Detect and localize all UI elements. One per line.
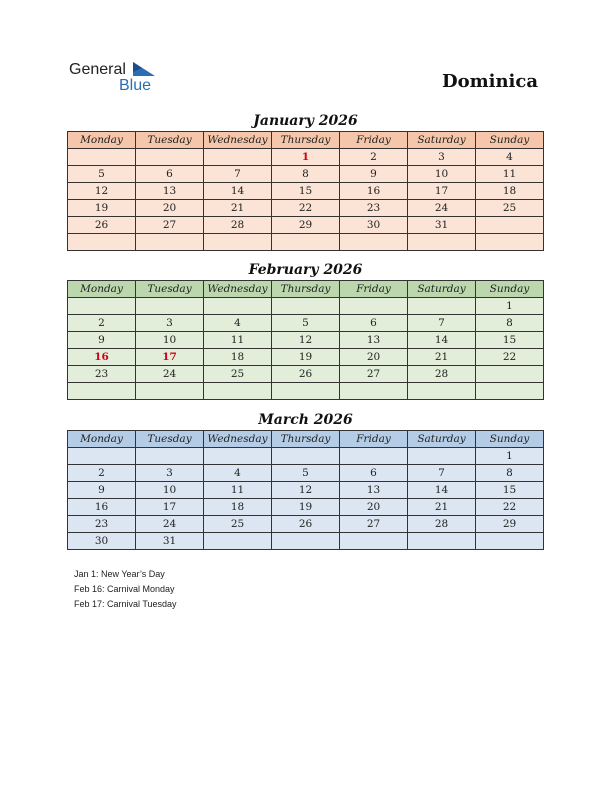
- day-cell: 28: [204, 217, 272, 234]
- day-cell: 14: [408, 482, 476, 499]
- day-cell: [340, 298, 408, 315]
- day-cell: 15: [476, 482, 544, 499]
- day-cell: 14: [204, 183, 272, 200]
- day-cell: [68, 234, 136, 251]
- day-cell: 19: [272, 349, 340, 366]
- week-row: [68, 482, 544, 499]
- day-cell: [408, 383, 476, 400]
- weekday-header: Tuesday: [136, 132, 204, 149]
- weekday-header: Saturday: [408, 132, 476, 149]
- day-cell: 6: [136, 166, 204, 183]
- day-cell: 2: [68, 315, 136, 332]
- day-cell: 3: [408, 149, 476, 166]
- week-row: [68, 533, 544, 550]
- weekday-header: Sunday: [476, 132, 544, 149]
- day-cell: 1: [272, 149, 340, 166]
- weekday-header: Monday: [68, 431, 136, 448]
- week-row: [68, 315, 544, 332]
- logo: [69, 60, 169, 96]
- calendar-grid: [67, 430, 544, 550]
- day-cell: 29: [476, 516, 544, 533]
- day-cell: [272, 298, 340, 315]
- day-cell: 13: [340, 482, 408, 499]
- day-cell: 20: [136, 200, 204, 217]
- weekday-header: Saturday: [408, 431, 476, 448]
- week-row: [68, 217, 544, 234]
- day-cell: 17: [136, 349, 204, 366]
- day-cell: 11: [204, 332, 272, 349]
- day-cell: 11: [476, 166, 544, 183]
- day-cell: 10: [136, 482, 204, 499]
- day-cell: 24: [408, 200, 476, 217]
- day-cell: 4: [204, 315, 272, 332]
- day-cell: 6: [340, 315, 408, 332]
- week-row: [68, 298, 544, 315]
- day-cell: 24: [136, 366, 204, 383]
- calendar-grid: [67, 280, 544, 400]
- day-cell: [204, 149, 272, 166]
- weekday-header: Monday: [68, 281, 136, 298]
- day-cell: [68, 298, 136, 315]
- day-cell: [476, 234, 544, 251]
- week-row: [68, 166, 544, 183]
- weekday-header: Wednesday: [204, 281, 272, 298]
- day-cell: 23: [68, 516, 136, 533]
- day-cell: 18: [204, 499, 272, 516]
- day-cell: [272, 533, 340, 550]
- day-cell: [340, 533, 408, 550]
- day-cell: 7: [408, 315, 476, 332]
- day-cell: 18: [476, 183, 544, 200]
- day-cell: 25: [204, 366, 272, 383]
- day-cell: 22: [476, 499, 544, 516]
- day-cell: 12: [68, 183, 136, 200]
- day-cell: 15: [272, 183, 340, 200]
- day-cell: 27: [340, 366, 408, 383]
- day-cell: 16: [340, 183, 408, 200]
- day-cell: 11: [204, 482, 272, 499]
- day-cell: 3: [136, 315, 204, 332]
- week-row: [68, 332, 544, 349]
- day-cell: [68, 149, 136, 166]
- day-cell: 7: [204, 166, 272, 183]
- day-cell: [136, 234, 204, 251]
- day-cell: 23: [68, 366, 136, 383]
- day-cell: 2: [68, 465, 136, 482]
- day-cell: [340, 234, 408, 251]
- week-row: [68, 499, 544, 516]
- day-cell: [272, 383, 340, 400]
- day-cell: 8: [476, 315, 544, 332]
- day-cell: 12: [272, 332, 340, 349]
- day-cell: [408, 298, 476, 315]
- weekday-header-row: [68, 431, 544, 448]
- logo-text-blue: Blue: [119, 77, 152, 94]
- day-cell: 28: [408, 366, 476, 383]
- weekday-header: Tuesday: [136, 281, 204, 298]
- month-title: February 2026: [248, 262, 363, 278]
- weekday-header: Friday: [340, 281, 408, 298]
- day-cell: [272, 234, 340, 251]
- calendar-grid: [67, 131, 544, 251]
- month-title: January 2026: [253, 113, 358, 129]
- day-cell: [204, 383, 272, 400]
- day-cell: [272, 448, 340, 465]
- day-cell: 10: [408, 166, 476, 183]
- day-cell: 2: [340, 149, 408, 166]
- day-cell: [204, 533, 272, 550]
- day-cell: 23: [340, 200, 408, 217]
- week-row: [68, 516, 544, 533]
- day-cell: [476, 366, 544, 383]
- day-cell: 30: [68, 533, 136, 550]
- weekday-header: Friday: [340, 132, 408, 149]
- holiday-note: Jan 1: New Year’s Day: [74, 569, 165, 579]
- day-cell: 30: [340, 217, 408, 234]
- country-title: Dominica: [441, 71, 538, 92]
- day-cell: 3: [136, 465, 204, 482]
- day-cell: 15: [476, 332, 544, 349]
- day-cell: 5: [68, 166, 136, 183]
- day-cell: 13: [340, 332, 408, 349]
- holiday-note: Feb 17: Carnival Tuesday: [74, 599, 177, 609]
- week-row: [68, 366, 544, 383]
- day-cell: 24: [136, 516, 204, 533]
- day-cell: 18: [204, 349, 272, 366]
- month-march: [67, 410, 544, 550]
- weekday-header: Friday: [340, 431, 408, 448]
- weekday-header: Monday: [68, 132, 136, 149]
- day-cell: [68, 448, 136, 465]
- weekday-header: Tuesday: [136, 431, 204, 448]
- weekday-header-row: [68, 132, 544, 149]
- week-row: [68, 349, 544, 366]
- day-cell: 9: [68, 482, 136, 499]
- day-cell: 20: [340, 499, 408, 516]
- day-cell: [408, 234, 476, 251]
- day-cell: 26: [272, 366, 340, 383]
- day-cell: [476, 533, 544, 550]
- logo-text-general: General: [69, 61, 126, 78]
- week-row: [68, 448, 544, 465]
- day-cell: 4: [204, 465, 272, 482]
- week-row: [68, 149, 544, 166]
- week-row: [68, 383, 544, 400]
- day-cell: [136, 298, 204, 315]
- day-cell: [476, 217, 544, 234]
- day-cell: [136, 448, 204, 465]
- weekday-header: Thursday: [272, 281, 340, 298]
- month-january: [67, 111, 544, 251]
- day-cell: 5: [272, 465, 340, 482]
- day-cell: 22: [476, 349, 544, 366]
- day-cell: 1: [476, 448, 544, 465]
- day-cell: 20: [340, 349, 408, 366]
- day-cell: 9: [340, 166, 408, 183]
- day-cell: 6: [340, 465, 408, 482]
- weekday-header: Thursday: [272, 132, 340, 149]
- day-cell: [136, 149, 204, 166]
- weekday-header: Thursday: [272, 431, 340, 448]
- day-cell: 5: [272, 315, 340, 332]
- day-cell: [204, 448, 272, 465]
- weekday-header: Sunday: [476, 431, 544, 448]
- day-cell: 8: [272, 166, 340, 183]
- day-cell: [476, 383, 544, 400]
- day-cell: 31: [136, 533, 204, 550]
- day-cell: 9: [68, 332, 136, 349]
- day-cell: 12: [272, 482, 340, 499]
- day-cell: 27: [136, 217, 204, 234]
- day-cell: 19: [272, 499, 340, 516]
- day-cell: 7: [408, 465, 476, 482]
- day-cell: [204, 298, 272, 315]
- day-cell: 4: [476, 149, 544, 166]
- day-cell: 14: [408, 332, 476, 349]
- day-cell: [340, 383, 408, 400]
- day-cell: 17: [136, 499, 204, 516]
- day-cell: 26: [272, 516, 340, 533]
- month-february: [67, 260, 544, 400]
- day-cell: 19: [68, 200, 136, 217]
- day-cell: 26: [68, 217, 136, 234]
- day-cell: 25: [476, 200, 544, 217]
- week-row: [68, 183, 544, 200]
- day-cell: [136, 383, 204, 400]
- day-cell: 27: [340, 516, 408, 533]
- day-cell: 31: [408, 217, 476, 234]
- day-cell: 28: [408, 516, 476, 533]
- weekday-header: Sunday: [476, 281, 544, 298]
- weekday-header: Wednesday: [204, 132, 272, 149]
- day-cell: 21: [204, 200, 272, 217]
- day-cell: 16: [68, 499, 136, 516]
- day-cell: 22: [272, 200, 340, 217]
- month-title: March 2026: [258, 412, 353, 428]
- day-cell: 1: [476, 298, 544, 315]
- day-cell: 8: [476, 465, 544, 482]
- holiday-note: Feb 16: Carnival Monday: [74, 584, 175, 594]
- day-cell: 29: [272, 217, 340, 234]
- week-row: [68, 234, 544, 251]
- day-cell: 13: [136, 183, 204, 200]
- day-cell: 21: [408, 349, 476, 366]
- day-cell: [408, 448, 476, 465]
- day-cell: [340, 448, 408, 465]
- day-cell: 10: [136, 332, 204, 349]
- logo-triangle-icon: [133, 62, 155, 76]
- day-cell: [204, 234, 272, 251]
- weekday-header: Wednesday: [204, 431, 272, 448]
- day-cell: 17: [408, 183, 476, 200]
- week-row: [68, 465, 544, 482]
- day-cell: 25: [204, 516, 272, 533]
- weekday-header-row: [68, 281, 544, 298]
- day-cell: [408, 533, 476, 550]
- day-cell: [68, 383, 136, 400]
- holiday-notes: [74, 567, 177, 612]
- week-row: [68, 200, 544, 217]
- day-cell: 16: [68, 349, 136, 366]
- day-cell: 21: [408, 499, 476, 516]
- weekday-header: Saturday: [408, 281, 476, 298]
